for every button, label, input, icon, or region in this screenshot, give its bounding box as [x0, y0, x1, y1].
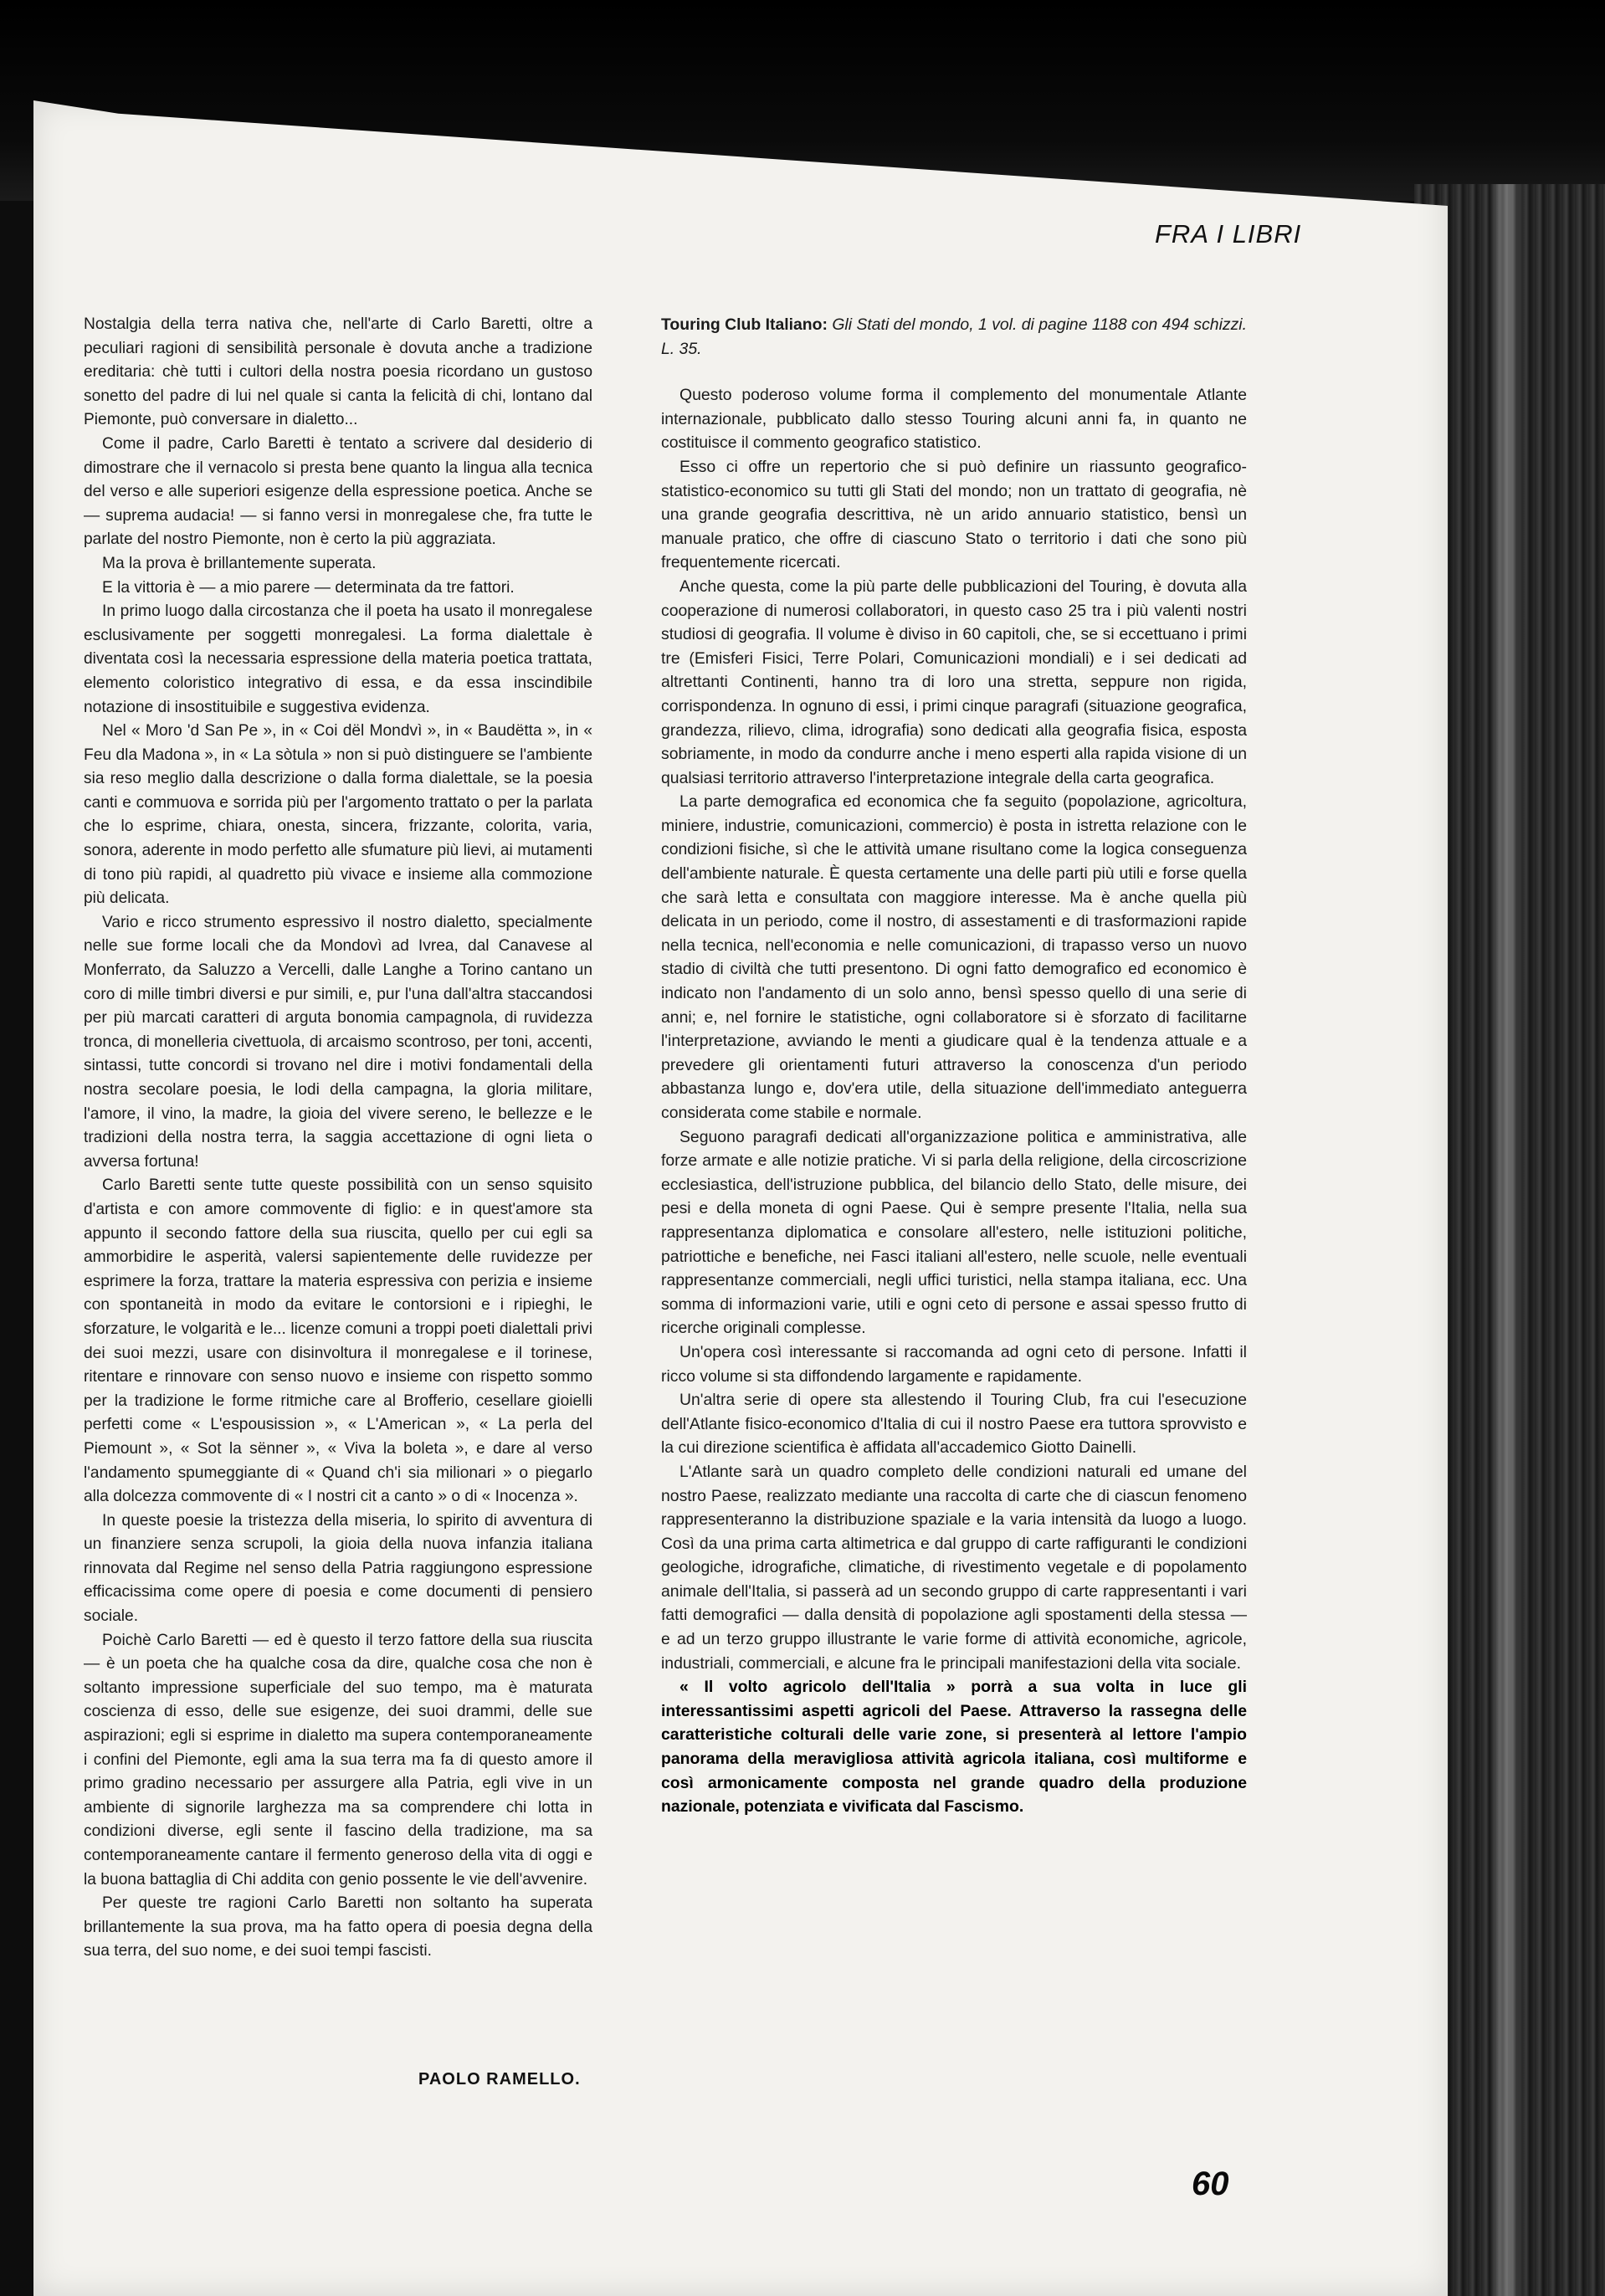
paragraph: Esso ci offre un repertorio che si può definire un riassunto geografico-statistico-economico su tutti gli Stati del mondo; non un trattato di geografia, nè una grande geografia descrittiva, nè un arido annuario statistico, bensì un manuale pratico, che offre di ciascuno Stato o territorio i dati che sono più frequentemente ricercati.	[661, 457, 1247, 572]
section-header: FRA I LIBRI	[1155, 219, 1302, 249]
paragraph: Un'altra serie di opere sta allestendo il Touring Club, fra cui l'esecuzione dell'Atlante fisico-economico d'Italia di cui il nostro Paese era tuttora sprovvisto e la cui direzione scientifica è affidata all'accademico Giotto Dainelli.	[661, 1391, 1247, 1458]
paragraph: Vario e ricco strumento espressivo il nostro dialetto, specialmente nelle sue forme locali che da Mondovì ad Ivrea, dal Canavese al Monferrato, da Saluzzo a Vercelli, dalle Langhe a Torino cantano un coro di mille timbri diversi e pur simili, e, pur l'una dall'altra staccandosi per più marcati caratteri di arguta bonomia campagnola, di ruvidezza tronca, di monelleria civettuola, di arcaismo scontroso, per toni, accenti, sintassi, tutte concordi si trovano nel dire i motivi fondamentali della nostra secolare poesia, le lodi della campagna, la gloria militare, l'amore, il vino, la madre, la gioia del vivere sereno, le bellezze e le tradizioni della nostra terra, la saggia accettazione di ogni lieta o avversa fortuna!	[84, 913, 592, 1171]
scan-edge-highlight	[1490, 184, 1523, 2296]
paragraph: Nostalgia della terra nativa che, nell'arte di Carlo Baretti, oltre a peculiari ragioni di sensibilità personale è dovuta anche a tradizione ereditaria: chè tutti i cultori della nostra poesia ricordano un gustoso sonetto del padre di lui nel quale si canta la felicità di chi, lontano dal Piemonte, può conversare in dialetto...	[84, 315, 592, 429]
left-column	[84, 313, 592, 1964]
paragraph: Ma la prova è brillantemente superata.	[102, 554, 377, 572]
paragraph: Come il padre, Carlo Baretti è tentato a scrivere dal desiderio di dimostrare che il vernacolo si presta bene quanto la lingua alla tecnica del verso e alle superiori esigenze della espressione poetica. Anche se — suprema audacia! — si fanno versi in monregalese che, fra tutte le parlate del nostro Piemonte, non è certo la più aggraziata.	[84, 434, 592, 549]
paragraph: Nel « Moro 'd San Pe », in « Coi dël Mondvì », in « Baudëtta », in « Feu dla Madona », in « La sòtula » non si può distinguere se l'ambiente sia reso meglio dalla descrizione o dalla forma dialettale, se la poesia canti e commuova e sorrida più per l'argomento trattato o per la parlata che lo esprime, chiara, onesta, sincera, frizzante, colorita, varia, sonora, aderente in modo perfetto alle sfumature più lievi, ai mutamenti di tono più rapidi, al quadretto più vivace e insieme alla commozione più delicata.	[84, 722, 592, 908]
paragraph: Seguono paragrafi dedicati all'organizzazione politica e amministrativa, alle forze armate e alle notizie pratiche. Vi si parla della religione, della circoscrizione ecclesiastica, dell'istruzione pubblica, del bilancio dello Stato, delle misure, dei pesi e della moneta di ogni Paese. Qui è sempre presente l'Italia, nella sua rappresentanza diplomatica e consolare all'estero, nelle istituzioni politiche, patriottiche e benefiche, nei Fasci italiani all'estero, nelle scuole, nelle eventuali rappresentanze commerciali, negli uffici turistici, nella stampa italiana, ecc. Una somma di informazioni varie, utili e ogni ceto di persone e assai spesso frutto di ricerche originali complesse.	[661, 1127, 1247, 1338]
paragraph: Questo poderoso volume forma il complemento del monumentale Atlante internazionale, pubblicato dallo stesso Touring alcuni anni fa, in quanto ne costituisce il commento geografico statistico.	[661, 386, 1247, 453]
author-signature: PAOLO RAMELLO.	[418, 2070, 581, 2088]
book-details: Gli Stati del mondo, 1 vol. di pagine 1188 con 494 schizzi. L. 35.	[661, 315, 1247, 358]
paragraph: In queste poesie la tristezza della miseria, lo spirito di avventura di un finanziere senza scrupoli, la gioia della nuova infanzia italiana rinnovata dal Regime nel senso della Patria raggiungono espressione efficacissima come opere di poesia e come documenti di pensiero sociale.	[84, 1511, 592, 1626]
paragraph: Anche questa, come la più parte delle pubblicazioni del Touring, è dovuta alla cooperazione di numerosi collaboratori, in questo caso 25 tra i più valenti nostri studiosi di geografia. Il volume è diviso in 60 capitoli, che, se si eccettuano i primi tre (Emisferi Fisici, Terre Polari, Comunicazioni mondiali) e i sei dedicati ad altrettanti Continenti, hanno tra di loro una stretta, seppure non rigida, corrispondenza. In ognuno di essi, i primi cinque paragrafi (situazione geografica, grandezza, rilievo, clima, idrografia) sono dedicati alla geografia fisica, esposta sobriamente, in modo da condurre anche i meno esperti alla rapida visione di un qualsiasi territorio attraverso l'interpretazione integrale della carta geografica.	[661, 577, 1247, 787]
paragraph: Carlo Baretti sente tutte queste possibilità con un senso squisito d'artista e con amore commovente di figlio: e in quest'amore sta appunto il secondo fattore della sua riuscita, quello per cui egli sa ammorbidire le asperità, valersi sapientemente delle ruvidezze per esprimere la forza, trattare la materia espressiva con perizia e insieme con spontaneità in modo da evitare le contorsioni e i ripieghi, le sforzature, le volgarità e le... licenze comuni a troppi poeti dialettali privi dei suoi mezzi, usare con disinvoltura il monregalese e il torinese, ritentare e rinnovare con senso nuovo e insieme con rispetto sommo per la tradizione le forme ritmiche care al Brofferio, cesellare gioielli perfetti come « L'espousission », « L'American », « La perla del Piemount », « Sot la sënner », « Viva la boleta », e dare al verso l'andamento spumeggiante di « Quand ch'i sia milionari » o piegarlo alla dolcezza commovente di « I nostri cit a canto » o di « Inocenza ».	[84, 1176, 592, 1506]
paragraph: L'Atlante sarà un quadro completo delle condizioni naturali ed umane del nostro Paese, realizzato mediante una raccolta di carte che di ciascun fenomeno rappresenteranno la distribuzione spaziale e la varia intensità da luogo a luogo. Così da una prima carta altimetrica e dal gruppo di carte raffiguranti le condizioni geologiche, idrografiche, climatiche, di rivestimento vegetale e di popolamento animale dell'Italia, si passerà ad un secondo gruppo di carte rappresentanti i vari fatti demografici — dalla densità di popolazione agli spostamenti della stessa — e ad un terzo gruppo illustrante le varie forme di attività economiche, agricole, industriali, commerciali, e alcune fra le principali manifestazioni della vita sociale.	[661, 1462, 1247, 1673]
paragraph: « Il volto agricolo dell'Italia » porrà a sua volta in luce gli interessantissimi aspetti agricoli del Paese. Attraverso la rassegna delle caratteristiche colturali delle varie zone, si presenterà al lettore l'ampio panorama della meravigliosa attività agricola italiana, così multiforme e così armonicamente composta nel grande quadro della produzione nazionale, potenziata e vivificata dal Fascismo.	[661, 1678, 1247, 1817]
right-column	[661, 313, 1247, 1819]
paragraph: E la vittoria è — a mio parere — determinata da tre fattori.	[102, 578, 515, 597]
paragraph: Per queste tre ragioni Carlo Baretti non soltanto ha superata brillantemente la sua prova, ma ha fatto opera di poesia degna della sua terra, del suo nome, e dei suoi tempi fascisti.	[84, 1894, 592, 1960]
paragraph: Un'opera così interessante si raccomanda ad ogni ceto di persone. Infatti il ricco volume si sta diffondendo largamente e rapidamente.	[661, 1342, 1247, 1386]
paragraph: Poichè Carlo Baretti — ed è questo il terzo fattore della sua riuscita — è un poeta che ha qualche cosa da dire, qualche cosa che non è soltanto impressione superficiale del suo tempo, ma è maturata coscienza di esso, delle sue esigenze, dei suoi drammi, delle sue aspirazioni; egli si esprime in dialetto ma supera contemporaneamente i confini del Piemonte, egli ama la sua terra ma fa di questo amore il primo gradino necessario per assurgere alla Patria, egli vive in un ambiente di signorile larghezza ma sa comprendere chi lotta in condizioni diverse, egli sente il fascino della tradizione, ma sa contemporaneamente cantare il fermento generoso della vita di oggi e la buona battaglia di Chi addita con genio possente le vie dell'avvenire.	[84, 1631, 592, 1889]
paragraph: La parte demografica ed economica che fa seguito (popolazione, agricoltura, miniere, industrie, comunicazioni, commercio) è posta in istretta relazione con le condizioni fisiche, sì che le attività umane risultano come la logica conseguenza dell'ambiente naturale. È questa certamente una delle parti più utili e forse quella che sarà letta e consultata con maggiore interesse. Ma è anche quella più delicata in un periodo, come il nostro, di assestamenti e di trasformazioni rapide nella tecnica, nell'economia e nelle comunicazioni, di trapasso verso un nuovo stadio di civiltà che tutti presentono. Di ogni fatto demografico ed economico è indicato non l'andamento di un solo anno, bensì spesso quello di una serie di anni; e, nel fornire le statistiche, ogni collaboratore si è sforzato di facilitarne l'interpretazione, avviando le menti a giudicare qual è la tendenza attuale e a prevedere gli orientamenti futuri attraverso la conoscenza d'un periodo abbastanza lungo e, dov'era utile, della situazione dell'immediato anteguerra considerata come stabile e normale.	[661, 792, 1247, 1122]
book-publisher: Touring Club Italiano:	[661, 315, 828, 334]
book-reference	[661, 313, 1247, 361]
paragraph: In primo luogo dalla circostanza che il poeta ha usato il monregalese esclusivamente per soggetti monregalesi. La forma dialettale è diventata così la necessaria espressione della materia poetica trattata, elemento coloristico integrativo di essa, e da essa inscindibile notazione di insostituibile e suggestiva evidenza.	[84, 602, 592, 716]
page-number: 60	[1192, 2165, 1229, 2202]
